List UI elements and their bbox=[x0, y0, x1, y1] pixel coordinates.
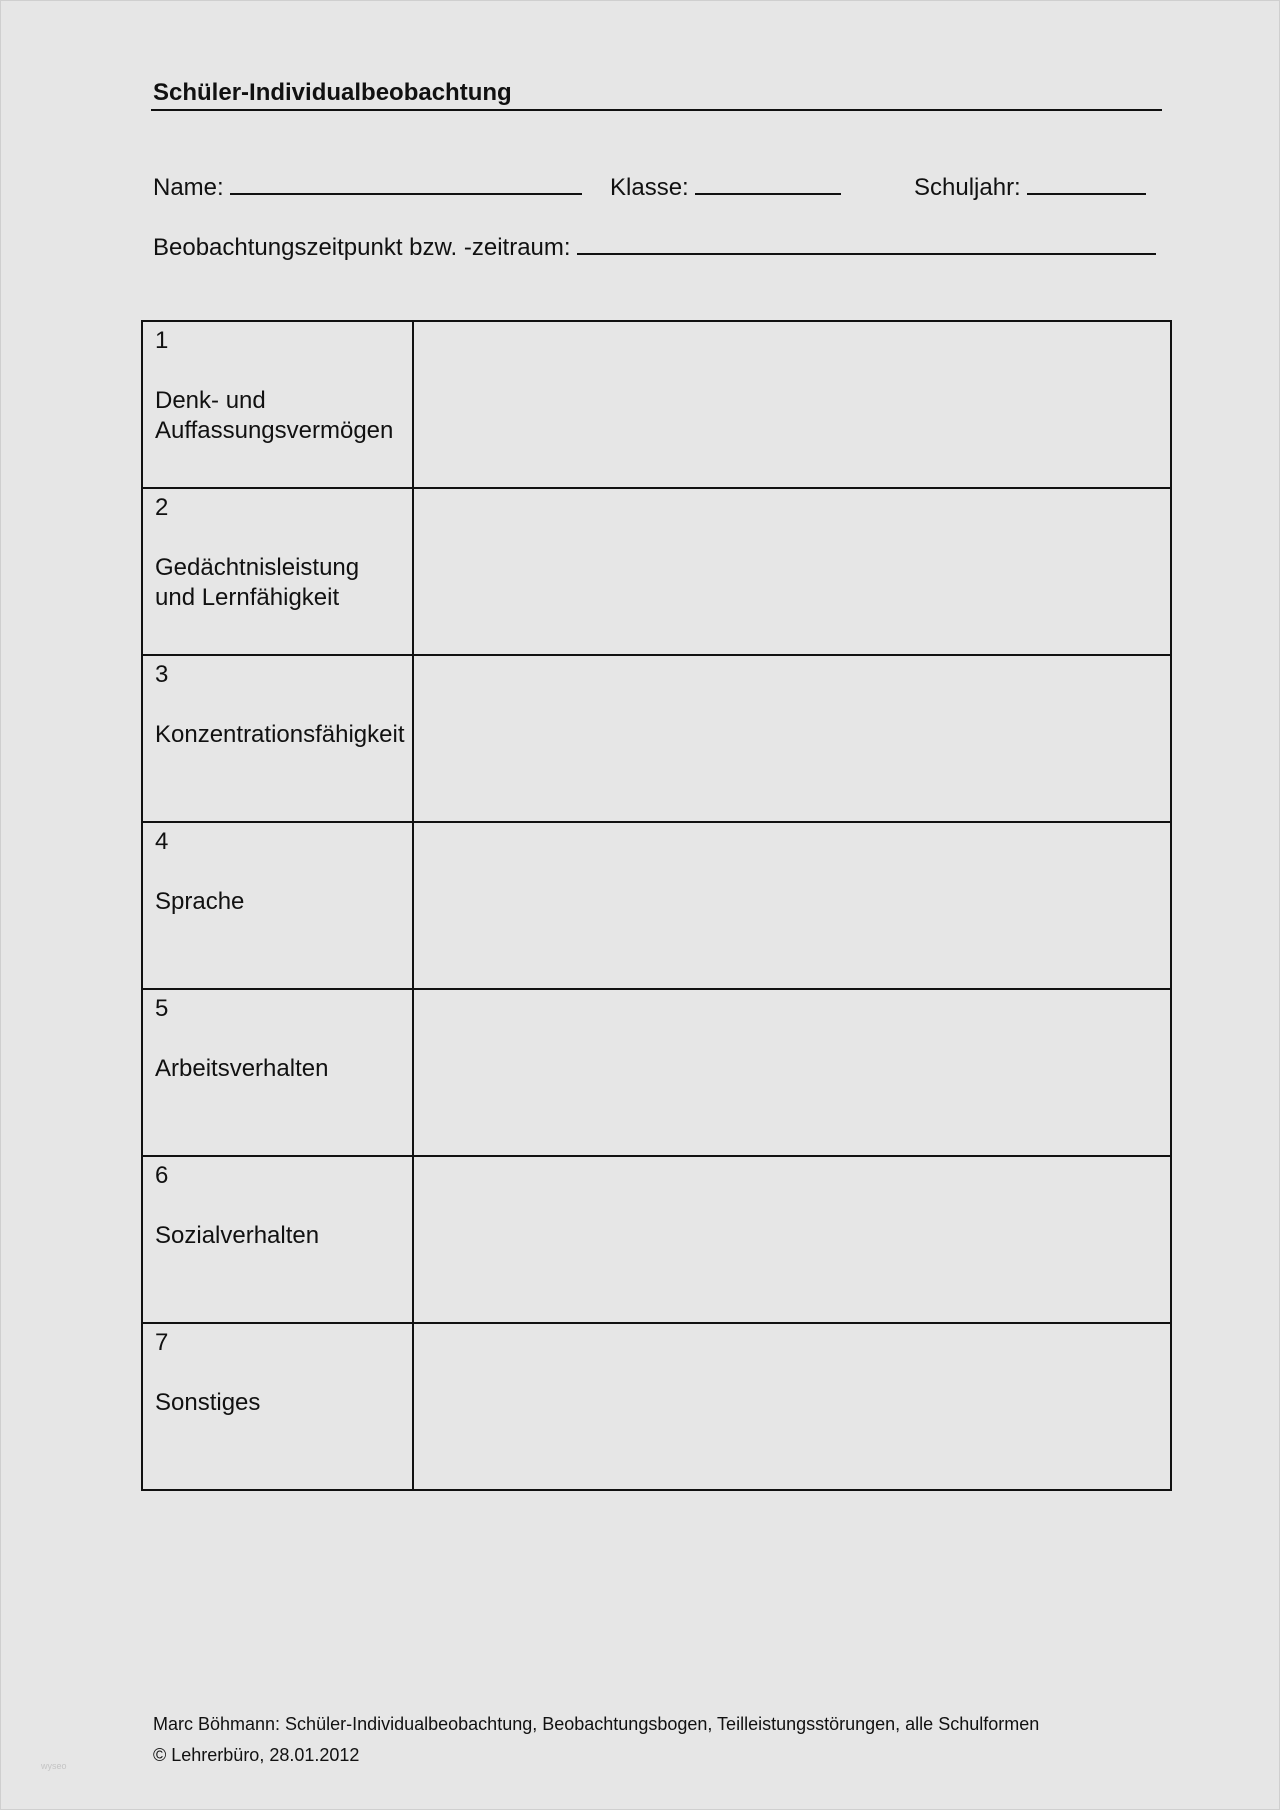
criterion-label: Konzentrationsfähigkeit bbox=[155, 721, 405, 748]
name-field bbox=[153, 173, 582, 202]
name-label: Name: bbox=[153, 174, 224, 201]
klasse-field bbox=[610, 173, 841, 202]
klasse-label: Klasse: bbox=[610, 174, 689, 201]
watermark: wyseo bbox=[41, 1761, 67, 1771]
criterion-label: Denk- und bbox=[155, 387, 266, 414]
criterion-label-line2: Auffassungsvermögen bbox=[155, 417, 394, 444]
zeitraum-label: Beobachtungszeitpunkt bzw. -zeitraum: bbox=[153, 234, 571, 261]
criterion-label: Sozialverhalten bbox=[155, 1222, 320, 1249]
schuljahr-blank-line[interactable] bbox=[1027, 173, 1146, 195]
criterion-label: Arbeitsverhalten bbox=[155, 1055, 329, 1082]
table-row bbox=[142, 488, 1171, 655]
footer-copyright: © Lehrerbüro, 28.01.2012 bbox=[153, 1745, 360, 1765]
zeitraum-field bbox=[153, 233, 1156, 262]
zeitraum-blank-line[interactable] bbox=[577, 233, 1156, 255]
criterion-cell bbox=[142, 655, 413, 822]
criterion-label: Gedächtnisleistung bbox=[155, 554, 360, 581]
criterion-cell bbox=[142, 488, 413, 655]
criterion-number: 2 bbox=[155, 494, 169, 521]
criterion-cell bbox=[142, 321, 413, 488]
footer-citation: Marc Böhmann: Schüler-Individualbeobachtung, Beobachtungsbogen, Teilleistungsstörungen, alle Schulformen bbox=[153, 1714, 1040, 1734]
criterion-cell bbox=[142, 822, 413, 989]
criterion-cell bbox=[142, 1156, 413, 1323]
table-row bbox=[142, 989, 1171, 1156]
table-row bbox=[142, 321, 1171, 488]
table-row bbox=[142, 655, 1171, 822]
criterion-number: 1 bbox=[155, 327, 169, 354]
criterion-number: 3 bbox=[155, 661, 169, 688]
title-underline bbox=[151, 109, 1162, 111]
table-row bbox=[142, 822, 1171, 989]
observation-notes-cell[interactable] bbox=[413, 488, 1171, 655]
criterion-number: 5 bbox=[155, 995, 169, 1022]
observation-notes-cell[interactable] bbox=[413, 989, 1171, 1156]
criterion-cell bbox=[142, 989, 413, 1156]
criterion-number: 4 bbox=[155, 828, 169, 855]
observation-notes-cell[interactable] bbox=[413, 1323, 1171, 1490]
criterion-label-line2: und Lernfähigkeit bbox=[155, 584, 340, 611]
klasse-blank-line[interactable] bbox=[695, 173, 841, 195]
schuljahr-label: Schuljahr: bbox=[914, 174, 1021, 201]
criterion-label: Sonstiges bbox=[155, 1389, 261, 1416]
schuljahr-field bbox=[914, 173, 1146, 202]
criterion-number: 6 bbox=[155, 1162, 169, 1189]
table-row bbox=[142, 1156, 1171, 1323]
criterion-label: Sprache bbox=[155, 888, 245, 915]
observation-notes-cell[interactable] bbox=[413, 321, 1171, 488]
criterion-number: 7 bbox=[155, 1329, 169, 1356]
observation-table bbox=[141, 320, 1172, 1491]
name-blank-line[interactable] bbox=[230, 173, 582, 195]
observation-notes-cell[interactable] bbox=[413, 822, 1171, 989]
observation-notes-cell[interactable] bbox=[413, 655, 1171, 822]
document-title: Schüler-Individualbeobachtung bbox=[153, 79, 512, 106]
table-row bbox=[142, 1323, 1171, 1490]
observation-notes-cell[interactable] bbox=[413, 1156, 1171, 1323]
criterion-cell bbox=[142, 1323, 413, 1490]
